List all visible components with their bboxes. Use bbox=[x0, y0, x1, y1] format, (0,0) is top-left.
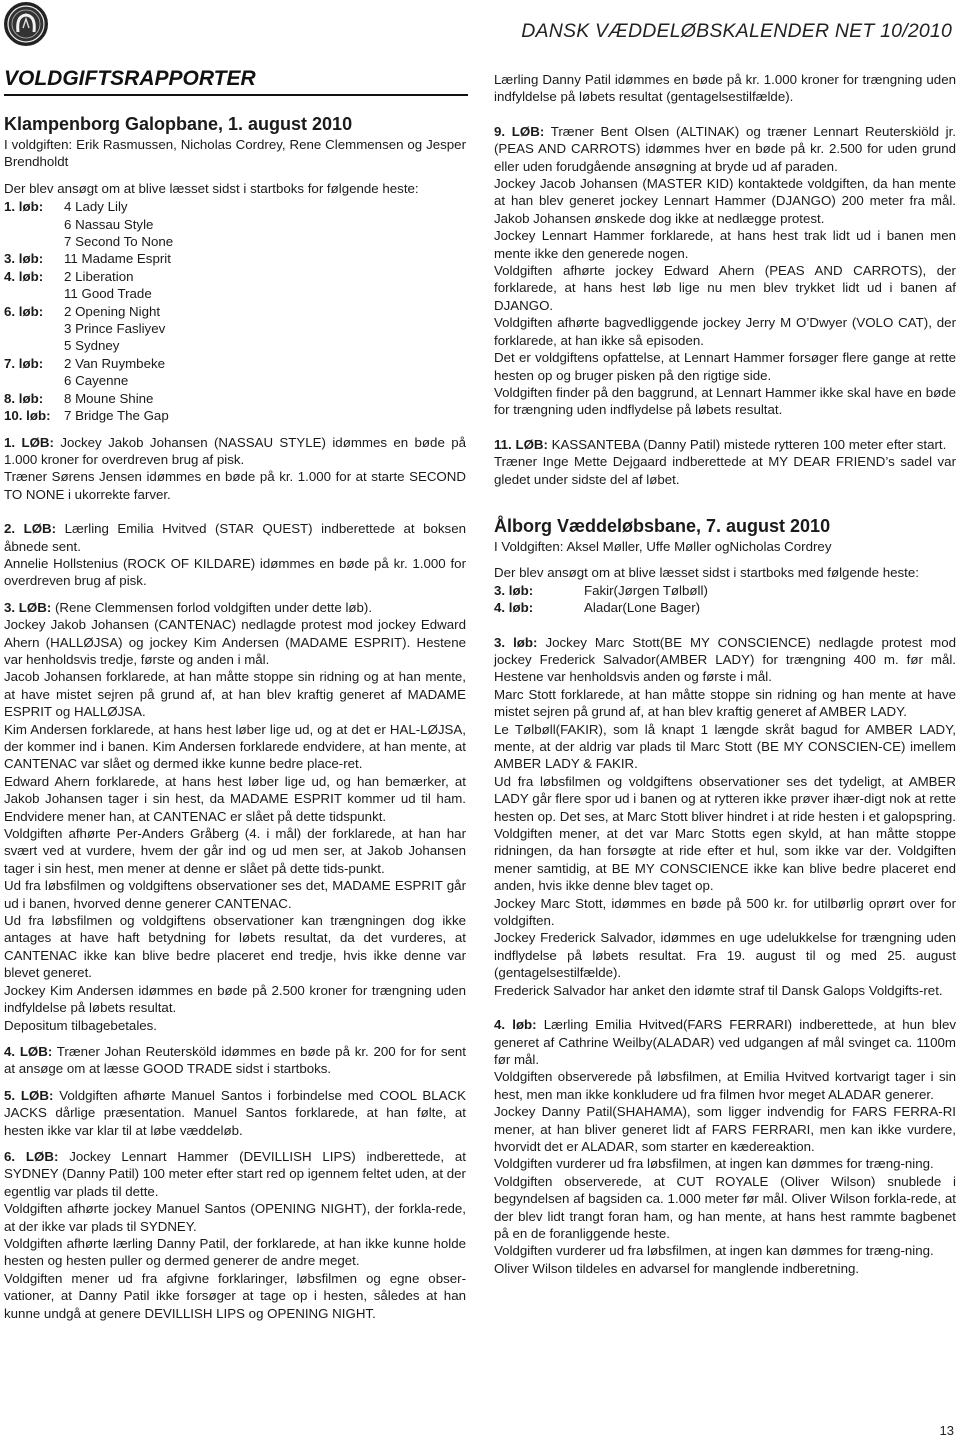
race-entry bbox=[4, 250, 466, 267]
race-horse: 2 Van Ruymbeke bbox=[64, 355, 166, 371]
race-entry bbox=[494, 582, 956, 599]
race-11-paragraph: Træner Inge Mette Dejgaard indberettede at MY DEAR FRIEND’s sadel var gledet under sidste del af løbet. bbox=[494, 454, 956, 487]
race-horse: 7 Bridge The Gap bbox=[64, 408, 169, 424]
track-title: Klampenborg Galopbane, 1. august 2010 bbox=[4, 114, 353, 134]
race-2-ruling: 2. LØB: Lærling Emilia Hvitved (STAR QUEST) indberettede at boksen åbnede sent. bbox=[4, 521, 466, 554]
aalborg-race-4-paragraph: Voldgiften vurderer ud fra løbsfilmen, at ingen kan dømmes for træng-ning. bbox=[494, 1156, 934, 1172]
aalborg-race-4-ruling: 4. løb: Lærling Emilia Hvitved(FARS FERRARI) indberettede, at hun blev generet af Cathrine Weilby(ALADAR) ved udgangen af mål svinget ca. 1100m før mål. bbox=[494, 1017, 956, 1067]
race-9-paragraph: Voldgiften afhørte jockey Edward Ahern (PEAS AND CARROTS), der forklarede, at hans hest løb lige nu men blev trykket lidt ud i banen af DJANGO. bbox=[494, 263, 956, 313]
race-label: 4. løb: bbox=[4, 268, 44, 284]
race-label: 6. løb: bbox=[4, 303, 44, 319]
race-entry bbox=[4, 337, 466, 354]
continued-paragraph: Lærling Danny Patil idømmes en bøde på kr. 1.000 kroner for trængning uden indfyldelse på løbets resultat (gentagelsestilfælde). bbox=[494, 72, 956, 105]
section-title: VOLDGIFTSRAPPORTER bbox=[4, 66, 468, 96]
aalborg-race-4-paragraph: Jockey Danny Patil(SHAHAMA), som ligger indvendig for FARS FERRA-RI mener, at han bliver generet lidt af FARS FERRARI, men kan ikke vurdere, hvorvidt det er ALADAR, som starter en kædereaktion. bbox=[494, 1104, 956, 1154]
race-3-paragraph: Edward Ahern forklarede, at hans hest løber lige ud, og han bemærker, at Jakob Johansen tager i sin hest, da MADAME ESPRIT kommer ud til ham. Endvidere mener han, at CANTENAC er slået på dette tidspunkt. bbox=[4, 773, 466, 824]
race-horse: Aladar(Lone Bager) bbox=[584, 600, 701, 616]
race-label: 3. løb: bbox=[4, 251, 44, 267]
race-1-label: 1. LØB: bbox=[4, 434, 54, 450]
race-3-label: 3. løb: bbox=[494, 634, 538, 650]
race-label bbox=[4, 285, 64, 302]
race-6-label: 6. LØB: bbox=[4, 1148, 59, 1164]
race-11-ruling: 11. LØB: KASSANTEBA (Danny Patil) mistede rytteren 100 meter efter start. bbox=[494, 436, 947, 452]
race-6-paragraph: Voldgiften afhørte jockey Manuel Santos (OPENING NIGHT), der forkla-rede, at der ikke var plads til SYDNEY. bbox=[4, 1201, 466, 1234]
aalborg-race-4-paragraph: Voldgiften observerede på løbsfilmen, at Emilia Hvitved kortvarigt tager i sin hest, men man ikke konkludere ud fra filmen hvor meget ALADAR generer. bbox=[494, 1069, 956, 1102]
aalborg-race-3-paragraph: Jockey Frederick Salvador, idømmes en uge udelukkelse for trængning uden indflydelse på løbets resultat. Fra 19. august til og med 25. august (gentagelsestilfælde). bbox=[494, 930, 956, 981]
race-3-paragraph: Jockey Kim Andersen idømmes en bøde på 2.500 kroner for trængning uden indfyldelse på løbets resultat. bbox=[4, 982, 466, 1016]
aalborg-race-3-paragraph: Frederick Salvador har anket den idømte straf til Dansk Galops Voldgifts-ret. bbox=[494, 982, 943, 998]
page-number: 13 bbox=[939, 1423, 954, 1438]
race-3-paragraph: Depositum tilbagebetales. bbox=[4, 1017, 158, 1033]
race-horse: 11 Madame Esprit bbox=[64, 251, 171, 267]
race-1-ruling-2: Træner Sørens Jensen idømmes en bøde på kr. 1.000 for at starte SECOND TO NONE i ukorrekte farver. bbox=[4, 469, 466, 502]
request-intro: Der blev ansøgt om at blive læsset sidst i startboks for følgende heste: bbox=[4, 180, 419, 196]
race-entry bbox=[4, 372, 466, 389]
race-label bbox=[4, 372, 64, 389]
race-entry bbox=[4, 198, 466, 215]
race-1-ruling: 1. LØB: Jockey Jakob Johansen (NASSAU STYLE) idømmes en bøde på 1.000 kroner for overdreven brug af pisk. bbox=[4, 434, 466, 467]
race-entry bbox=[4, 285, 466, 302]
race-2-ruling-2: Annelie Hollstenius (ROCK OF KILDARE) idømmes en bøde på kr. 1.000 for overdreven brug af pisk. bbox=[4, 555, 466, 589]
race-label: 7. løb: bbox=[4, 355, 44, 371]
race-horse: 2 Liberation bbox=[64, 268, 134, 284]
race-horse: 8 Moune Shine bbox=[64, 390, 154, 406]
race-entry bbox=[494, 599, 956, 616]
horseshoe-icon bbox=[6, 4, 46, 44]
race-label bbox=[4, 320, 64, 337]
race-3-label: 3. LØB: bbox=[4, 599, 52, 615]
race-5-ruling: 5. LØB: Voldgiften afhørte Manuel Santos i forbindelse med COOL BLACK JACKS dårlige præsentation. Manuel Santos forklarede, at han følte, at hesten ikke var klar til at løbe væddeløb. bbox=[4, 1087, 466, 1138]
aalborg-race-3-paragraph: Le Tølbøll(FAKIR), som lå knapt 1 længde skråt bagud for AMBER LADY, mente, at der aldrig var plads til Marc Stott (BE MY CONSCIEN-CE) imellem AMBER LADY & FAKIR. bbox=[494, 721, 956, 772]
race-horse: 11 Good Trade bbox=[64, 286, 152, 302]
race-6-ruling: 6. LØB: Jockey Lennart Hammer (DEVILLISH LIPS) indberettede, at SYDNEY (Danny Patil) 100 meter efter start red op igennem feltet uden, at der egentlig var plads til dette. bbox=[4, 1148, 466, 1199]
race-entry bbox=[4, 320, 466, 337]
race-horse: Fakir(Jørgen Tølbøll) bbox=[584, 582, 708, 598]
race-11-label: 11. LØB: bbox=[494, 436, 548, 452]
right-column bbox=[494, 71, 956, 1277]
race-4-ruling: 4. LØB: Træner Johan Reutersköld idømmes en bøde på kr. 200 for for sent at ansøge om at læsse GOOD TRADE sidst i startboks. bbox=[4, 1043, 466, 1077]
aalborg-race-3-paragraph: Marc Stott forklarede, at han måtte stoppe sin ridning og han mente at have mistet sejren på grund af, at han blev kraftig generet af AMBER LADY. bbox=[494, 686, 956, 720]
race-label: 4. løb: bbox=[494, 600, 534, 616]
aalborg-race-3-ruling: 3. løb: Jockey Marc Stott(BE MY CONSCIENCE) nedlagde protest mod jockey Frederick Salvador(AMBER LADY) for trængning 400 m. før mål. Hestene var henholdsvis anden og første i mål. bbox=[494, 634, 956, 685]
race-label: 10. løb: bbox=[4, 408, 51, 424]
panel-members: I voldgiften: Erik Rasmussen, Nicholas Cordrey, Rene Clemmensen og Jesper Brendholdt bbox=[4, 137, 466, 170]
race-horse: 5 Sydney bbox=[64, 338, 120, 354]
race-label: 3. løb: bbox=[494, 582, 534, 598]
aalborg-race-4-paragraph: Voldgiften vurderer ud fra løbsfilmen, at ingen kan dømmes for træng-ning. bbox=[494, 1243, 934, 1259]
race-3-paragraph: Jacob Johansen forklarede, at han måtte stoppe sin ridning og at han mente, at have mistet sejren på grund af, at han blev kraftig generet af MADAME ESPRIT og HALLØJSA. bbox=[4, 669, 466, 720]
race-3-ruling: 3. LØB: (Rene Clemmensen forlod voldgiften under dette løb). bbox=[4, 599, 373, 615]
race-label bbox=[4, 216, 64, 233]
race-4-label: 4. løb: bbox=[494, 1017, 537, 1033]
race-list bbox=[494, 582, 956, 617]
race-horse: 2 Opening Night bbox=[64, 303, 161, 319]
race-horse: 6 Cayenne bbox=[64, 373, 129, 389]
race-entry bbox=[4, 268, 466, 285]
race-entry bbox=[4, 390, 466, 407]
race-9-paragraph: Voldgiften finder på den baggrund, at Lennart Hammer ikke skal have en bøde for trængning uden indflydelse på løbets resultat. bbox=[494, 384, 956, 418]
horseshoe-logo bbox=[4, 2, 48, 46]
race-entry bbox=[4, 355, 466, 372]
race-3-paragraph: Ud fra løbsfilmen og voldgiftens observationer ses det, MADAME ESPRIT går ud i banen, hvorved denne generer CANTENAC. bbox=[4, 878, 466, 911]
race-horse: 6 Nassau Style bbox=[64, 216, 154, 232]
race-5-label: 5. LØB: bbox=[4, 1087, 54, 1103]
publication-title: DANSK VÆDDELØBSKALENDER NET 10/2010 bbox=[521, 20, 952, 42]
race-label: 1. løb: bbox=[4, 199, 44, 215]
request-intro: Der blev ansøgt om at blive læsset sidst i startboks med følgende heste: bbox=[494, 565, 919, 581]
race-2-label: 2. LØB: bbox=[4, 521, 57, 537]
race-entry bbox=[4, 233, 466, 250]
aalborg-race-4-paragraph: Voldgiften observerede, at CUT ROYALE (Oliver Wilson) snublede i begyndelsen af bagsiden ca. 1.000 meter før mål. Oliver Wilson forkla-rede, at der blev lidt trangt foran ham, og han mente, at hans hest rammte bagbenet på en de foranliggende heste. bbox=[494, 1173, 956, 1241]
aalborg-race-3-paragraph: Ud fra løbsfilmen og voldgiftens observationer ses det tydeligt, at AMBER LADY går flere spor ud i banen og at rytteren ikke prøver ihær-digt nok at rette hesten op. Det ses, at Marc Stott bliver hindret i at ride hesten i et galopspring. Voldgiften mener, at det var Marc Stotts egen skyld, at han måtte stoppe ridningen, da han forsøgte at ride efter et hul, som ikke var der. Voldgiften mener samtidig, at BE MY CONSCIENCE ikke kan blive bedre placeret end anden, hvis ikke denne blev taget op. bbox=[494, 773, 956, 894]
race-label bbox=[4, 233, 64, 250]
race-9-ruling: 9. LØB: Træner Bent Olsen (ALTINAK) og træner Lennart Reuterskiöld jr. (PEAS AND CARROTS) idømmes hver en bøde på kr. 2.500 for uden grund eller uden forudgående ansøgning at bryde ud af paraden. bbox=[494, 123, 956, 174]
race-9-paragraph: Jockey Lennart Hammer forklarede, at hans hest trak lidt ud i banen men mente ikke den generede nogen. bbox=[494, 228, 956, 261]
race-horse: 4 Lady Lily bbox=[64, 199, 128, 215]
race-4-label: 4. LØB: bbox=[4, 1043, 53, 1059]
race-entry bbox=[4, 303, 466, 320]
race-6-paragraph: Voldgiften afhørte lærling Danny Patil, der forklarede, at han ikke kunne holde hesten og hesten puller og dermed generer de andre meget. bbox=[4, 1235, 466, 1269]
aalborg-race-4-paragraph: Oliver Wilson tildeles en advarsel for manglende indberetning. bbox=[494, 1260, 860, 1276]
race-label: 8. løb: bbox=[4, 390, 44, 406]
left-column bbox=[4, 112, 466, 1322]
panel-members: I Voldgiften: Aksel Møller, Uffe Møller ogNicholas Cordrey bbox=[494, 538, 832, 554]
race-entry bbox=[4, 407, 466, 424]
race-6-paragraph: Voldgiften mener ud fra afgivne forklaringer, løbsfilmen og egne obser-vationer, at Danny Patil ikke forsøger at tage op i hesten, således at han kunne undgå at genere DEVILLISH LIPS og OPENING NIGHT. bbox=[4, 1270, 466, 1321]
race-label bbox=[4, 337, 64, 354]
race-3-paragraph: Voldgiften afhørte Per-Anders Gråberg (4. i mål) der forklarede, at han har svært ved at vurdere, hvem der går ind og ud men ser, at Jakob Johansen tager i sin hest, men mener at denne er slået på dette tids-punkt. bbox=[4, 826, 466, 876]
race-9-label: 9. LØB: bbox=[494, 123, 545, 139]
race-3-paragraph: Ud fra løbsfilmen og voldgiftens observationer kan trængningen dog ikke antages at have haft betydning for løbets resultat, da det vurderes, at CANTENAC ikke kan blive bedre placeret end tredje, hvis ikke denne var blevet generet. bbox=[4, 913, 466, 981]
race-3-paragraph: Jockey Jakob Johansen (CANTENAC) nedlagde protest mod jockey Edward Ahern (HALLØJSA) og jockey Kim Andersen (MADAME ESPRIT). Hestene var henholdsvis tredje, første og anden i mål. bbox=[4, 617, 466, 667]
track-title: Ålborg Væddeløbsbane, 7. august 2010 bbox=[494, 515, 831, 536]
aalborg-race-3-paragraph: Jockey Marc Stott, idømmes en bøde på 500 kr. for utilbørlig oprørt over for voldgiften. bbox=[494, 895, 956, 929]
race-9-paragraph: Voldgiften afhørte bagvedliggende jockey Jerry M O’Dwyer (VOLO CAT), der forklarede, at han ikke så episoden. bbox=[494, 315, 956, 348]
race-list bbox=[4, 198, 466, 424]
race-9-paragraph: Det er voldgiftens opfattelse, at Lennart Hammer forsøger flere gange at rette hesten op og bruger pisken på den rigtige side. bbox=[494, 350, 956, 383]
race-entry bbox=[4, 216, 466, 233]
race-horse: 7 Second To None bbox=[64, 234, 174, 250]
race-9-paragraph: Jockey Jacob Johansen (MASTER KID) kontaktede voldgiften, da han mente at han blev generet jockey Lennart Hammer (DJANGO) 200 meter fra mål. Jakob Johansen ønskede dog ikke at nedlægge protest. bbox=[494, 176, 956, 226]
race-3-paragraph: Kim Andersen forklarede, at hans hest løber lige ud, og at det er HAL-LØJSA, der kommer ind i banen. Kim Andersen forklarede endvidere, at han mente, at CANTENAC var slået og dermed ikke kunne bedre place-ret. bbox=[4, 721, 466, 772]
race-horse: 3 Prince Fasliyev bbox=[64, 321, 166, 337]
